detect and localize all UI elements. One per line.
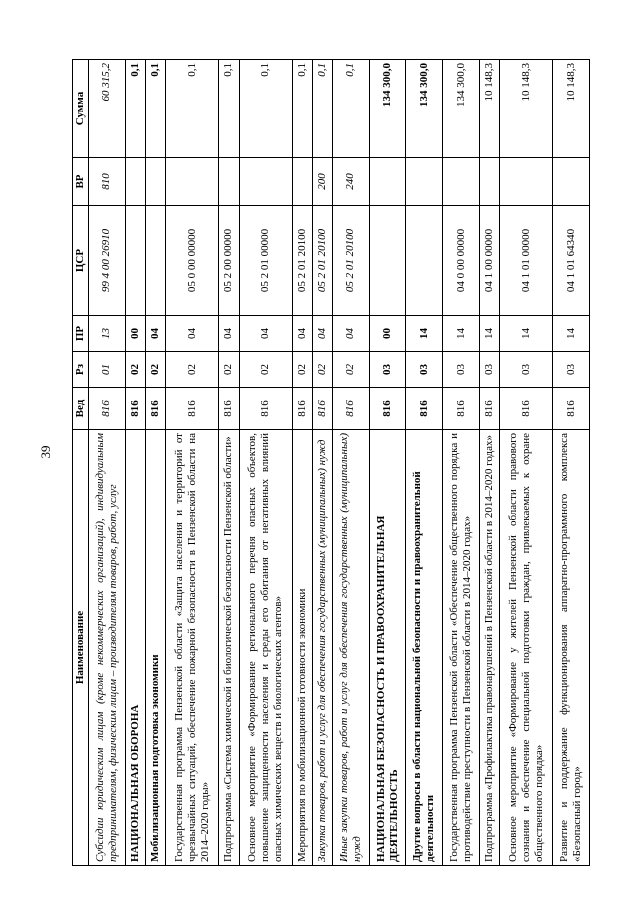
cell-sum: 134 300,0: [369, 60, 406, 158]
cell-sum: 10 148,3: [500, 60, 553, 158]
cell-csr: 05 2 01 20100: [312, 206, 332, 316]
cell-pr: 04: [219, 316, 239, 352]
cell-rz: 03: [369, 352, 406, 388]
cell-csr: [145, 206, 165, 316]
cell-rz: 03: [406, 352, 443, 388]
cell-sum: 0,1: [145, 60, 165, 158]
cell-ved: 816: [292, 388, 312, 430]
cell-pr: 13: [89, 316, 126, 352]
table-row: [479, 60, 499, 866]
column-header-ved: Вед: [73, 388, 89, 430]
cell-ved: 816: [219, 388, 239, 430]
cell-vr: [292, 158, 312, 206]
cell-sum: 0,1: [333, 60, 370, 158]
cell-ved: 816: [333, 388, 370, 430]
cell-rz: 01: [89, 352, 126, 388]
budget-table-container: [72, 60, 590, 866]
cell-pr: 14: [479, 316, 499, 352]
cell-pr: 14: [553, 316, 590, 352]
cell-ved: 816: [125, 388, 145, 430]
cell-csr: [369, 206, 406, 316]
table-row: [219, 60, 239, 866]
cell-ved: 816: [406, 388, 443, 430]
cell-ved: 816: [369, 388, 406, 430]
cell-csr: 04 1 01 00000: [500, 206, 553, 316]
cell-pr: 14: [443, 316, 480, 352]
cell-csr: 05 2 01 00000: [239, 206, 292, 316]
cell-vr: [166, 158, 219, 206]
table-row: [312, 60, 332, 866]
cell-sum: 134 300,0: [406, 60, 443, 158]
table-row: [369, 60, 406, 866]
cell-name: Основное мероприятие «Формирование регионального перечня опасных объектов, повышение защищенности населения и среды его обитания от негативных влияний опасных химических веществ и биологических агентов»: [239, 430, 292, 866]
cell-name: Подпрограмма «Профилактика правонарушений в Пензенской области в 2014–2020 годах»: [479, 430, 499, 866]
cell-name: Государственная программа Пензенской области «Защита населения и территорий от чрезвычайных ситуаций, обеспечение пожарной безопасности в Пензенской области на 2014–2020 годы»: [166, 430, 219, 866]
cell-vr: 200: [312, 158, 332, 206]
column-header-sum: Сумма: [73, 60, 89, 158]
table-row: [89, 60, 126, 866]
cell-csr: 05 2 01 20100: [333, 206, 370, 316]
cell-name: Другие вопросы в области национальной безопасности и правоохранительной деятельности: [406, 430, 443, 866]
cell-name: Подпрограмма «Система химической и биологической безопасности Пензенской области»: [219, 430, 239, 866]
cell-pr: 04: [312, 316, 332, 352]
table-row: [406, 60, 443, 866]
cell-csr: 05 2 00 00000: [219, 206, 239, 316]
table-row: [333, 60, 370, 866]
cell-csr: 04 1 00 00000: [479, 206, 499, 316]
cell-name: Мобилизационная подготовка экономики: [145, 430, 165, 866]
cell-ved: 816: [553, 388, 590, 430]
budget-table: [72, 59, 590, 866]
table-row: [239, 60, 292, 866]
cell-pr: 14: [500, 316, 553, 352]
cell-rz: 02: [239, 352, 292, 388]
cell-vr: [553, 158, 590, 206]
cell-csr: 04 0 00 00000: [443, 206, 480, 316]
table-row: [500, 60, 553, 866]
cell-pr: 00: [369, 316, 406, 352]
cell-pr: 04: [166, 316, 219, 352]
cell-rz: 02: [125, 352, 145, 388]
cell-sum: 0,1: [292, 60, 312, 158]
table-row: [145, 60, 165, 866]
cell-rz: 02: [312, 352, 332, 388]
table-row: [292, 60, 312, 866]
table-row: [125, 60, 145, 866]
cell-ved: 816: [239, 388, 292, 430]
cell-pr: 04: [145, 316, 165, 352]
column-header-name: Наименование: [73, 430, 89, 866]
column-header-rz: Рз: [73, 352, 89, 388]
cell-vr: [219, 158, 239, 206]
cell-ved: 816: [166, 388, 219, 430]
cell-rz: 03: [443, 352, 480, 388]
cell-rz: 03: [479, 352, 499, 388]
cell-sum: 0,1: [125, 60, 145, 158]
cell-csr: 99 4 00 26910: [89, 206, 126, 316]
cell-sum: 0,1: [239, 60, 292, 158]
cell-ved: 816: [312, 388, 332, 430]
cell-vr: [239, 158, 292, 206]
cell-name: Развитие и поддержание функционирования аппаратно-программного комплекса «Безопасный город»: [553, 430, 590, 866]
cell-name: Мероприятия по мобилизационной готовности экономики: [292, 430, 312, 866]
cell-ved: 816: [89, 388, 126, 430]
cell-rz: 02: [145, 352, 165, 388]
cell-sum: 0,1: [219, 60, 239, 158]
cell-pr: 04: [333, 316, 370, 352]
cell-sum: 0,1: [166, 60, 219, 158]
cell-vr: [443, 158, 480, 206]
cell-name: Основное мероприятие «Формирование у жителей Пензенской области правового сознания и обеспечение специальной подготовки граждан, привлекаемых к охране общественного порядка»: [500, 430, 553, 866]
cell-ved: 816: [145, 388, 165, 430]
cell-vr: 240: [333, 158, 370, 206]
column-header-vr: ВР: [73, 158, 89, 206]
cell-vr: [125, 158, 145, 206]
cell-rz: 02: [166, 352, 219, 388]
cell-sum: 60 315,2: [89, 60, 126, 158]
cell-rz: 02: [219, 352, 239, 388]
cell-name: НАЦИОНАЛЬНАЯ БЕЗОПАСНОСТЬ И ПРАВООХРАНИТЕЛЬНАЯ ДЕЯТЕЛЬНОСТЬ: [369, 430, 406, 866]
table-row: [553, 60, 590, 866]
cell-sum: 0,1: [312, 60, 332, 158]
cell-rz: 03: [553, 352, 590, 388]
cell-ved: 816: [500, 388, 553, 430]
cell-vr: [479, 158, 499, 206]
cell-vr: [500, 158, 553, 206]
cell-name: НАЦИОНАЛЬНАЯ ОБОРОНА: [125, 430, 145, 866]
cell-csr: 04 1 01 64340: [553, 206, 590, 316]
table-header-row: [73, 60, 89, 866]
cell-name: Закупка товаров, работ и услуг для обеспечения государственных (муниципальных) нужд: [312, 430, 332, 866]
column-header-csr: ЦСР: [73, 206, 89, 316]
cell-vr: [369, 158, 406, 206]
cell-name: Иные закупки товаров, работ и услуг для обеспечения государственных (муниципальных) нужд: [333, 430, 370, 866]
cell-vr: [145, 158, 165, 206]
cell-pr: 00: [125, 316, 145, 352]
cell-rz: 02: [292, 352, 312, 388]
cell-csr: [125, 206, 145, 316]
cell-vr: 810: [89, 158, 126, 206]
cell-vr: [406, 158, 443, 206]
table-row: [443, 60, 480, 866]
cell-name: Субсидии юридическим лицам (кроме некоммерческих организаций), индивидуальным предпринимателям, физическим лицам – производителям товаров, работ, услуг: [89, 430, 126, 866]
cell-rz: 02: [333, 352, 370, 388]
cell-ved: 816: [443, 388, 480, 430]
cell-sum: 134 300,0: [443, 60, 480, 158]
cell-pr: 04: [239, 316, 292, 352]
table-body: [89, 60, 590, 866]
cell-csr: [406, 206, 443, 316]
table-row: [166, 60, 219, 866]
cell-sum: 10 148,3: [553, 60, 590, 158]
cell-name: Государственная программа Пензенской области «Обеспечение общественного порядка и противодействие преступности в Пензенской области в 2014–2020 годах»: [443, 430, 480, 866]
cell-rz: 03: [500, 352, 553, 388]
cell-pr: 14: [406, 316, 443, 352]
cell-pr: 04: [292, 316, 312, 352]
cell-csr: 05 0 00 00000: [166, 206, 219, 316]
column-header-pr: ПР: [73, 316, 89, 352]
page-number: 39: [38, 445, 53, 459]
cell-csr: 05 2 01 20100: [292, 206, 312, 316]
cell-ved: 816: [479, 388, 499, 430]
cell-sum: 10 148,3: [479, 60, 499, 158]
